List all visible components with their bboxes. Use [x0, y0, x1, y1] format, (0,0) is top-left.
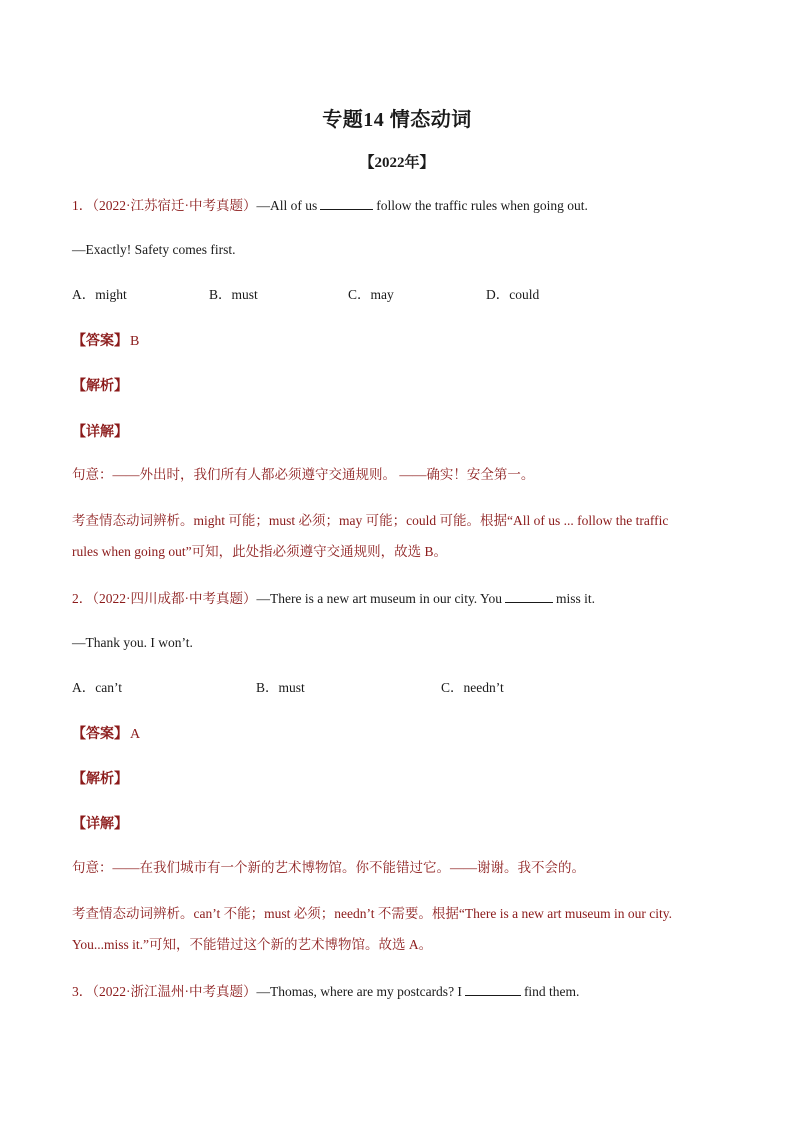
- question-1-explanation-line-1: 考查情态动词辨析。might 可能；must 必须；may 可能；could 可能。根据“All of us ... follow the traffic: [72, 513, 669, 528]
- question-2-stem-before: —There is a new art museum in our city. You: [256, 591, 502, 606]
- question-1-stem: [72, 196, 588, 215]
- question-2-answer-value: A: [130, 727, 141, 742]
- question-3-blank: [465, 982, 521, 996]
- question-1-source: 1．（2022·江苏宿迁·中考真题）: [72, 198, 257, 213]
- question-1-reply: —Exactly! Safety comes first.: [72, 242, 236, 257]
- question-2-explanation-line-1: 考查情态动词辨析。can’t 不能；must 必须；needn’t 不需要。根据“There is a new art museum in our city.: [72, 906, 673, 921]
- question-2-answer-tag: 【答案】: [72, 727, 128, 742]
- year-heading: 【2022年】: [359, 155, 435, 171]
- question-2-blank: [505, 589, 553, 603]
- question-1-meaning: 句意：——外出时，我们所有人都必须遵守交通规则。 ——确实！安全第一。: [72, 467, 535, 482]
- question-2-stem-after: miss it.: [555, 591, 595, 606]
- question-1-option-a: A．might: [72, 287, 127, 302]
- question-1-answer-tag: 【答案】: [72, 334, 128, 349]
- question-1-blank: [320, 196, 373, 210]
- question-3-stem: [72, 982, 579, 1001]
- question-1-stem-before: —All of us: [256, 198, 318, 213]
- question-1-stem-after: follow the traffic rules when going out.: [376, 198, 588, 213]
- question-1-option-c: C．may: [348, 287, 394, 302]
- question-1-option-b: B．must: [209, 287, 258, 302]
- question-1-option-d: D．could: [486, 287, 540, 302]
- question-2-answer: [72, 723, 140, 743]
- question-1-analysis-tag: 【解析】: [72, 379, 128, 394]
- question-2-option-c: C．needn’t: [441, 680, 504, 695]
- question-1-explanation-line-2: rules when going out”可知，此处指必须遵守交通规则，故选 B。: [72, 544, 447, 559]
- question-2-option-a: A．can’t: [72, 680, 122, 695]
- question-1-detail-tag: 【详解】: [72, 425, 128, 440]
- question-2-meaning: 句意：——在我们城市有一个新的艺术博物馆。你不能错过它。——谢谢。我不会的。: [72, 860, 585, 875]
- question-2-option-b: B．must: [256, 680, 305, 695]
- question-2-reply: —Thank you. I won’t.: [72, 635, 193, 650]
- question-2-explanation-line-2: You...miss it.”可知，不能错过这个新的艺术博物馆。故选 A。: [72, 937, 433, 952]
- question-3-stem-before: —Thomas, where are my postcards? I: [256, 984, 462, 999]
- question-1-answer-value: B: [130, 334, 140, 349]
- question-2-analysis-tag: 【解析】: [72, 772, 128, 787]
- question-2-detail-tag: 【详解】: [72, 817, 128, 832]
- page-title: 专题14 情态动词: [322, 109, 472, 131]
- question-2-stem: [72, 589, 595, 608]
- question-1-answer: [72, 330, 139, 350]
- question-3-stem-after: find them.: [523, 984, 580, 999]
- question-2-source: 2．（2022·四川成都·中考真题）: [72, 591, 257, 606]
- question-3-source: 3．（2022·浙江温州·中考真题）: [72, 984, 257, 999]
